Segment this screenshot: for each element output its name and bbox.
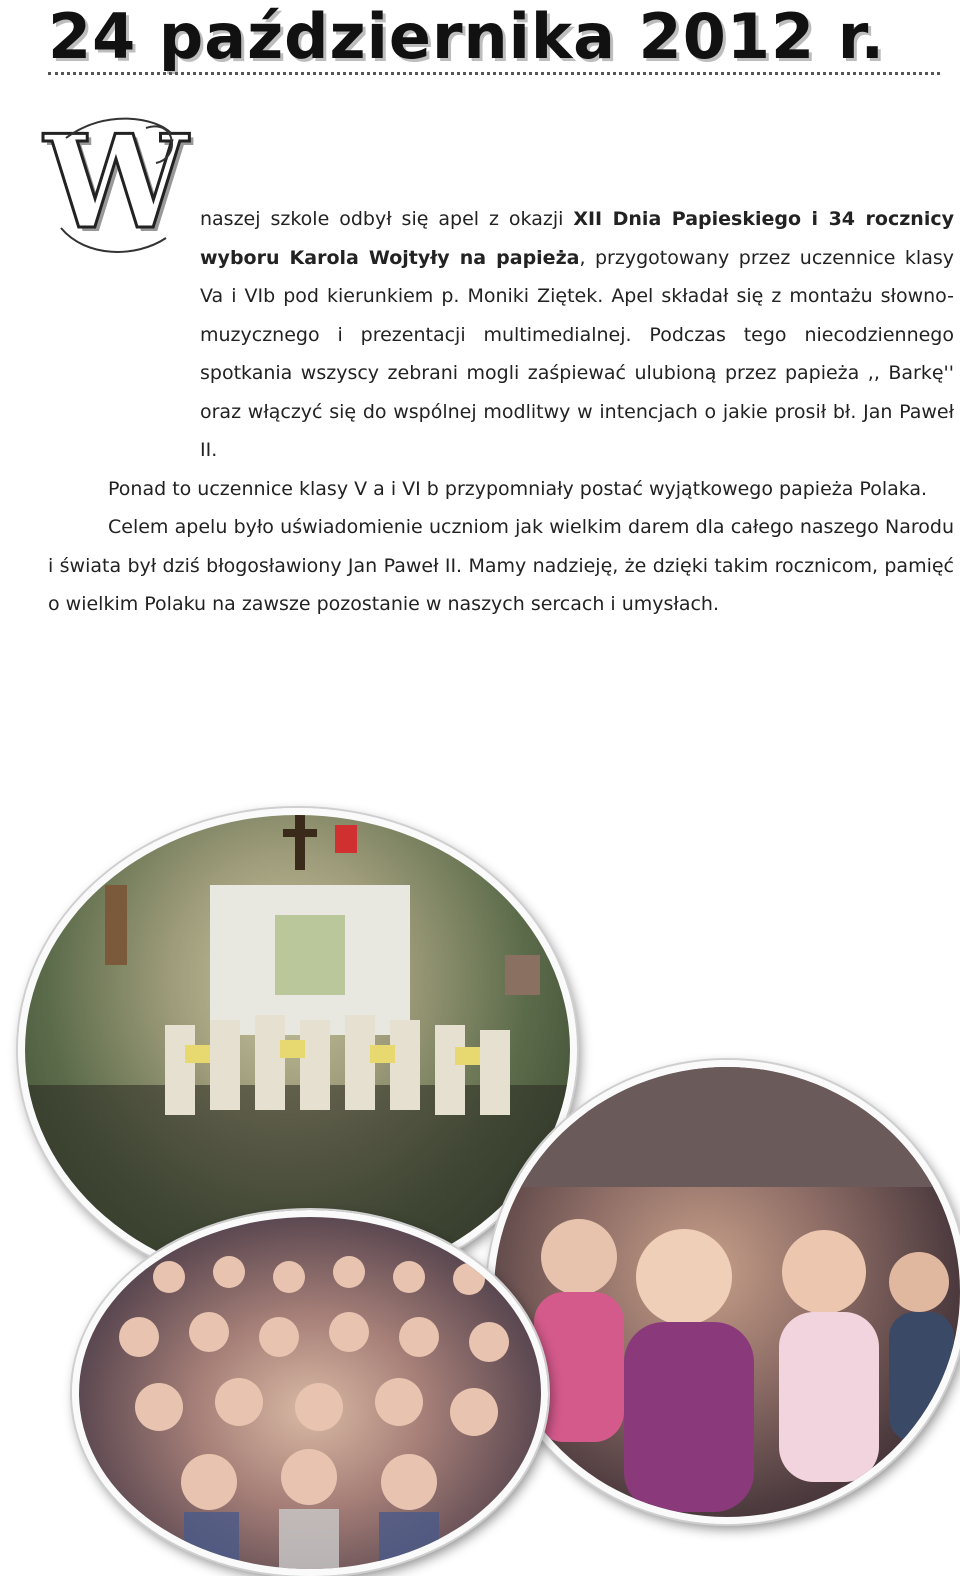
page-title: 24 października 2012 r.: [48, 0, 885, 73]
paragraph-1-text-b: , przygotowany przez uczennice klasy Va i VIb pod kierunkiem p. Moniki Ziętek. Apel składał się z montażu słowno-muzycznego i prezentacji multimedialnej. Podczas tego niecodziennego spotkania wszyscy zebrani mogli zaśpiewać ulubioną przez papieża ,, Barkę'' oraz włączyć się do wspólnej modlitwy w intencjach o jakie prosił bł. Jan Paweł II.: [200, 246, 954, 461]
praying-children-image: [494, 1067, 960, 1517]
paragraph-1-text-a: naszej szkole odbył się apel z okazji: [200, 208, 574, 230]
photo-audience-children: [72, 1210, 548, 1576]
paragraph-3: Celem apelu było uświadomienie uczniom jak wielkim darem dla całego naszego Narodu i świata był dziś błogosławiony Jan Paweł II. Mamy nadzieję, że dzięki takim rocznicom, pamięć o wielkim Polaku na zawsze pozostanie w naszych sercach i umysłach.: [48, 516, 954, 615]
audience-children-image: [79, 1217, 541, 1569]
article-body: [48, 200, 954, 624]
drop-cap-letter: W: [44, 108, 188, 258]
paragraph-2: Ponad to uczennice klasy V a i VI b przypomniały postać wyjątkowego papieża Polaka.: [108, 477, 928, 500]
title-underline: [48, 72, 940, 75]
paragraph-1: [48, 200, 954, 470]
photo-children-praying: [487, 1060, 960, 1524]
paragraph-1-bold: XII Dnia Papieskiego i 34 rocznicy wyboru Karola Wojtyły na papieża: [200, 208, 954, 269]
